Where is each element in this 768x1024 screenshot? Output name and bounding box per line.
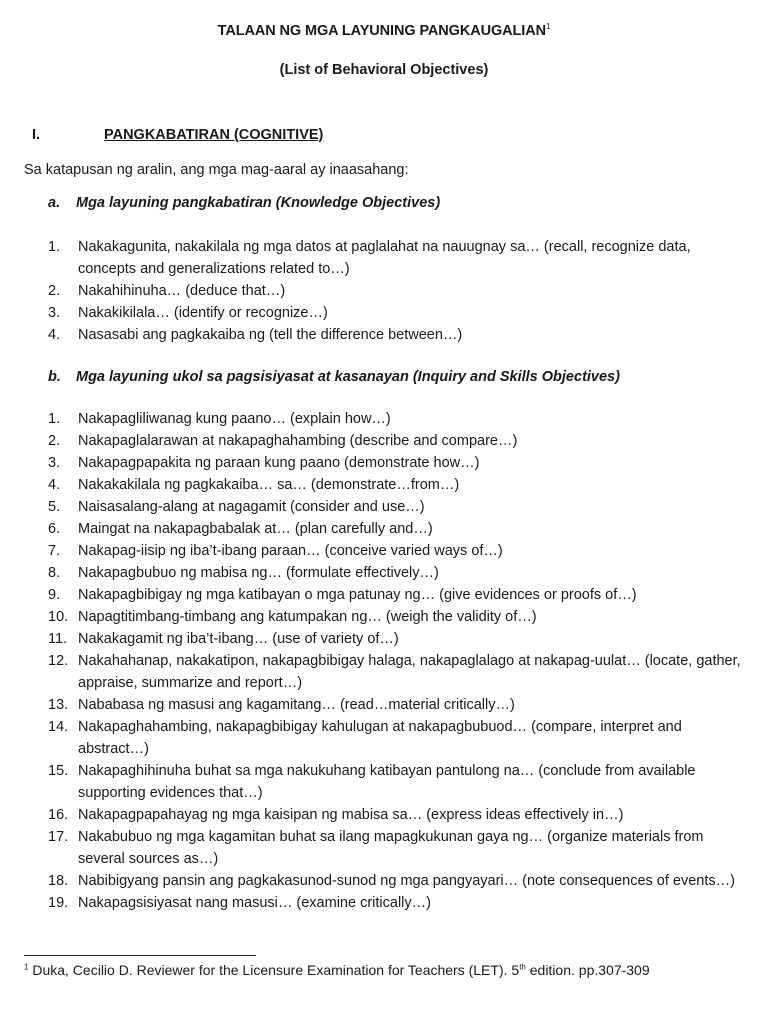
list-item [48,562,748,584]
list-item-number: 1. [48,239,61,255]
list-item-number: 6. [48,521,61,537]
list-item-text: Nakapaghihinuha buhat sa mga nakukuhang katibayan pantulong na… (conclude from available supporting evidences that…) [78,763,696,801]
list-item-text: Napagtitimbang-timbang ang katumpakan ng… (weigh the validity of…) [78,609,537,625]
footnote-divider [24,955,256,956]
list-item-text: Maingat na nakapagbabalak at… (plan carefully and…) [78,521,433,537]
list-item-text: Nakakikilala… (identify or recognize…) [78,305,328,321]
list-item-number: 18. [48,873,69,889]
list-item-text: Nakapagbubuo ng mabisa ng… (formulate effectively…) [78,565,439,581]
list-item-number: 14. [48,719,69,735]
list-item-text: Nakapagpapakita ng paraan kung paano (demonstrate how…) [78,455,480,471]
list-item [48,826,748,870]
list-item-number: 1. [48,411,61,427]
list-item-number: 5. [48,499,61,515]
list-item-text: Nakapagbibigay ng mga katibayan o mga patunay ng… (give evidences or proofs of…) [78,587,637,603]
list-item-text: Nakakakilala ng pagkakaiba… sa… (demonstrate…from…) [78,477,460,493]
list-item-number: 3. [48,455,61,471]
list-item-text: Nakapag-iisip ng iba’t-ibang paraan… (conceive varied ways of…) [78,543,503,559]
list-item-number: 10. [48,609,69,625]
list-item-number: 12. [48,653,69,669]
list-item-number: 15. [48,763,69,779]
list-item [48,760,748,804]
footnote [24,962,650,978]
list-item-number: 7. [48,543,61,559]
list-item [48,430,748,452]
list-item [48,324,748,346]
list-item-text: Nakapaglalarawan at nakapaghahambing (describe and compare…) [78,433,518,449]
list-item-text: Nakahahanap, nakakatipon, nakapagbibigay halaga, nakapaglalago at nakapag-uulat… (locate, gather, appraise, summarize and report…) [78,653,741,691]
list-item [48,540,748,562]
list-item [48,584,748,606]
part-a-title: Mga layuning pangkabatiran (Knowledge Objectives) [76,195,441,211]
list-item-number: 11. [48,631,68,647]
list-item [48,716,748,760]
part-b-letter: b. [48,369,61,385]
section-number: I. [32,127,41,143]
part-a-letter: a. [48,195,61,211]
intro-text: Sa katapusan ng aralin, ang mga mag-aaral ay inaasahang: [24,162,409,178]
list-item [48,892,748,914]
list-item [48,870,748,892]
list-item-text: Nakapaghahambing, nakapagbibigay kahulugan at nakapagbubuod… (compare, interpret and abstract…) [78,719,682,757]
list-item [48,496,748,518]
part-a-heading [48,195,440,211]
list-item-text: Nakahihinuha… (deduce that…) [78,283,286,299]
part-b-title: Mga layuning ukol sa pagsisiyasat at kasanayan (Inquiry and Skills Objectives) [76,369,620,385]
page-title-text: TALAAN NG MGA LAYUNING PANGKAUGALIAN [217,22,546,39]
list-item [48,302,748,324]
footnote-mark: 1 [24,962,29,972]
knowledge-objectives-list [48,236,748,346]
list-item-number: 19. [48,895,69,911]
list-item [48,694,748,716]
inquiry-skills-objectives-list [48,408,748,914]
list-item-number: 4. [48,327,61,343]
list-item [48,606,748,628]
list-item-text: Nakabubuo ng mga kagamitan buhat sa ilang mapagkukunan gaya ng… (organize materials from several sources as…) [78,829,704,867]
list-item [48,408,748,430]
list-item-number: 17. [48,829,69,845]
list-item-text: Naisasalang-alang at nagagamit (consider and use…) [78,499,425,515]
list-item-number: 4. [48,477,61,493]
list-item-number: 2. [48,433,61,449]
list-item-text: Nakapagsisiyasat nang masusi… (examine critically…) [78,895,431,911]
list-item-number: 3. [48,305,61,321]
list-item [48,650,748,694]
list-item-text: Nakakagunita, nakakilala ng mga datos at paglalahat na nauugnay sa… (recall, recognize data, concepts and generalizations related to…) [78,239,691,277]
page-title [0,22,768,39]
list-item [48,280,748,302]
footnote-text-after: edition. pp.307-309 [525,962,650,978]
list-item-number: 2. [48,283,61,299]
section-heading [32,127,323,143]
list-item [48,804,748,826]
list-item-number: 13. [48,697,69,713]
list-item-number: 9. [48,587,61,603]
list-item-number: 8. [48,565,61,581]
list-item-text: Nabibigyang pansin ang pagkakasunod-sunod ng mga pangyayari… (note consequences of events…) [78,873,735,889]
list-item-text: Nakapagliliwanag kung paano… (explain how…) [78,411,391,427]
part-b-heading [48,369,620,385]
list-item [48,474,748,496]
section-title: PANGKABATIRAN (COGNITIVE) [104,127,324,143]
footnote-text-before: Duka, Cecilio D. Reviewer for the Licensure Examination for Teachers (LET). 5 [32,962,520,978]
list-item [48,628,748,650]
page-subtitle: (List of Behavioral Objectives) [279,62,489,78]
list-item-text: Nakakagamit ng iba’t-ibang… (use of variety of…) [78,631,399,647]
list-item [48,236,748,280]
list-item-number: 16. [48,807,69,823]
list-item-text: Nakapagpapahayag ng mga kaisipan ng mabisa sa… (express ideas effectively in…) [78,807,624,823]
list-item [48,452,748,474]
footnote-edition-sup: th [519,962,526,972]
list-item-text: Nasasabi ang pagkakaiba ng (tell the difference between…) [78,327,463,343]
footnote-reference: 1 [545,22,551,31]
list-item [48,518,748,540]
list-item-text: Nababasa ng masusi ang kagamitang… (read…material critically…) [78,697,515,713]
